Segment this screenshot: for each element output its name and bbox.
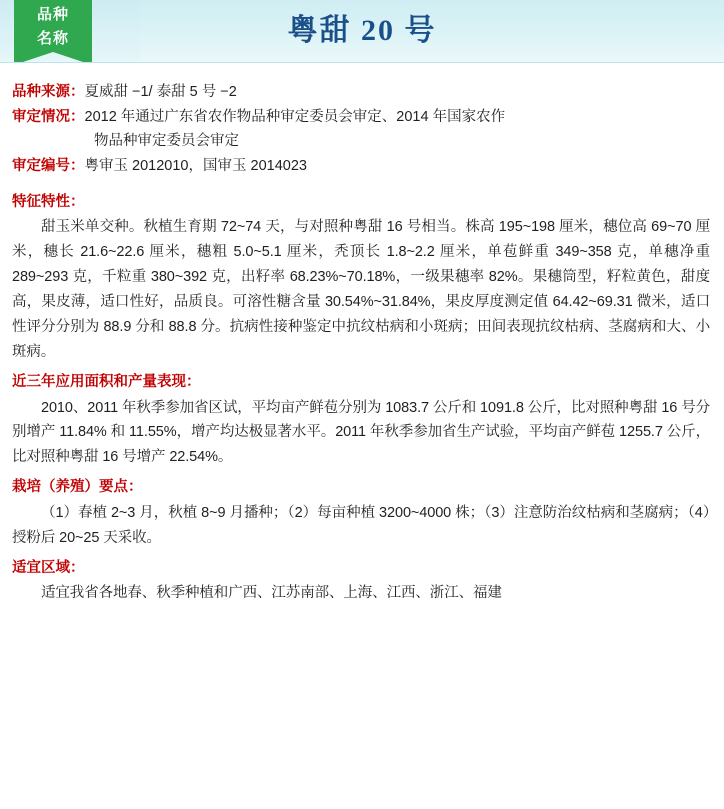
- page-title: 粤甜 20 号: [287, 14, 437, 47]
- field-approval-number: [12, 155, 710, 178]
- ribbon-label-line1: 品种: [36, 6, 69, 23]
- field-approval-number-value: 粤审玉 2012010，国审玉 2014023: [84, 158, 307, 175]
- section-text-yield: 2010、2011 年秋季参加省区试，平均亩产鲜苞分别为 1083.7 公斤和 1091.8 公斤，比对照种粤甜 16 号分别增产 11.84% 和 11.55%，增产均达极显著水平。2011 年秋季参加省生产试验，平均亩产鲜苞 1255.7 公斤，比对照种粤甜 16 号增产 22.54%。: [12, 399, 710, 466]
- ribbon-label-line2: 名称: [36, 30, 69, 47]
- field-approval: [12, 106, 710, 153]
- document-body: [0, 63, 724, 606]
- section-title-cultivation: 栽培（养殖）要点：: [12, 479, 143, 496]
- field-approval-value: 2012 年通过广东省农作物品种审定委员会审定、2014 年国家农作: [84, 109, 506, 126]
- page-header: [0, 0, 724, 63]
- field-source-label: 品种来源：: [12, 84, 85, 100]
- field-approval-number-label: 审定编号：: [12, 158, 85, 175]
- section-text-characteristics: 甜玉米单交种。秋植生育期 72~74 天，与对照种粤甜 16 号相当。株高 195~198 厘米，穗位高 69~70 厘米，穗长 21.6~22.6 厘米，穗粗 5.0~5.1 厘米，秃顶长 1.8~2.2 厘米，单苞鲜重 349~358 克，单穗净重 289~293 克，千粒重 380~392 克，出籽率 68.23%~70.18%，一级果穗率 82%。果穗筒型，籽粒黄色，甜度高，果皮薄，适口性好，品质良。可溶性糖含量 30.54%~31.84%，果皮厚度测定值 64.42~69.31 微米，适口性评分分别为 88.9 分和 88.8 分。抗病性接种鉴定中抗纹枯病和小斑病；田间表现抗纹枯病、茎腐病和大、小斑病。: [12, 219, 710, 361]
- section-text-cultivation: （1）春植 2~3 月，秋植 8~9 月播种；（2）每亩种植 3200~4000 株；（3）注意防治纹枯病和茎腐病；（4）授粉后 20~25 天采收。: [12, 504, 710, 546]
- section-title-yield: 近三年应用面积和产量表现：: [12, 374, 201, 391]
- section-text-region: 适宜我省各地春、秋季种植和广西、江苏南部、上海、江西、浙江、福建: [41, 585, 502, 602]
- section-title-region: 适宜区域：: [12, 559, 85, 576]
- field-source-value: 夏威甜 −1/ 泰甜 5 号 −2: [84, 84, 237, 100]
- field-approval-label: 审定情况：: [12, 109, 85, 126]
- section-title-characteristics: 特征特性：: [12, 193, 85, 210]
- field-approval-value-line2: 物品种审定委员会审定: [94, 132, 239, 149]
- field-source: [12, 81, 710, 104]
